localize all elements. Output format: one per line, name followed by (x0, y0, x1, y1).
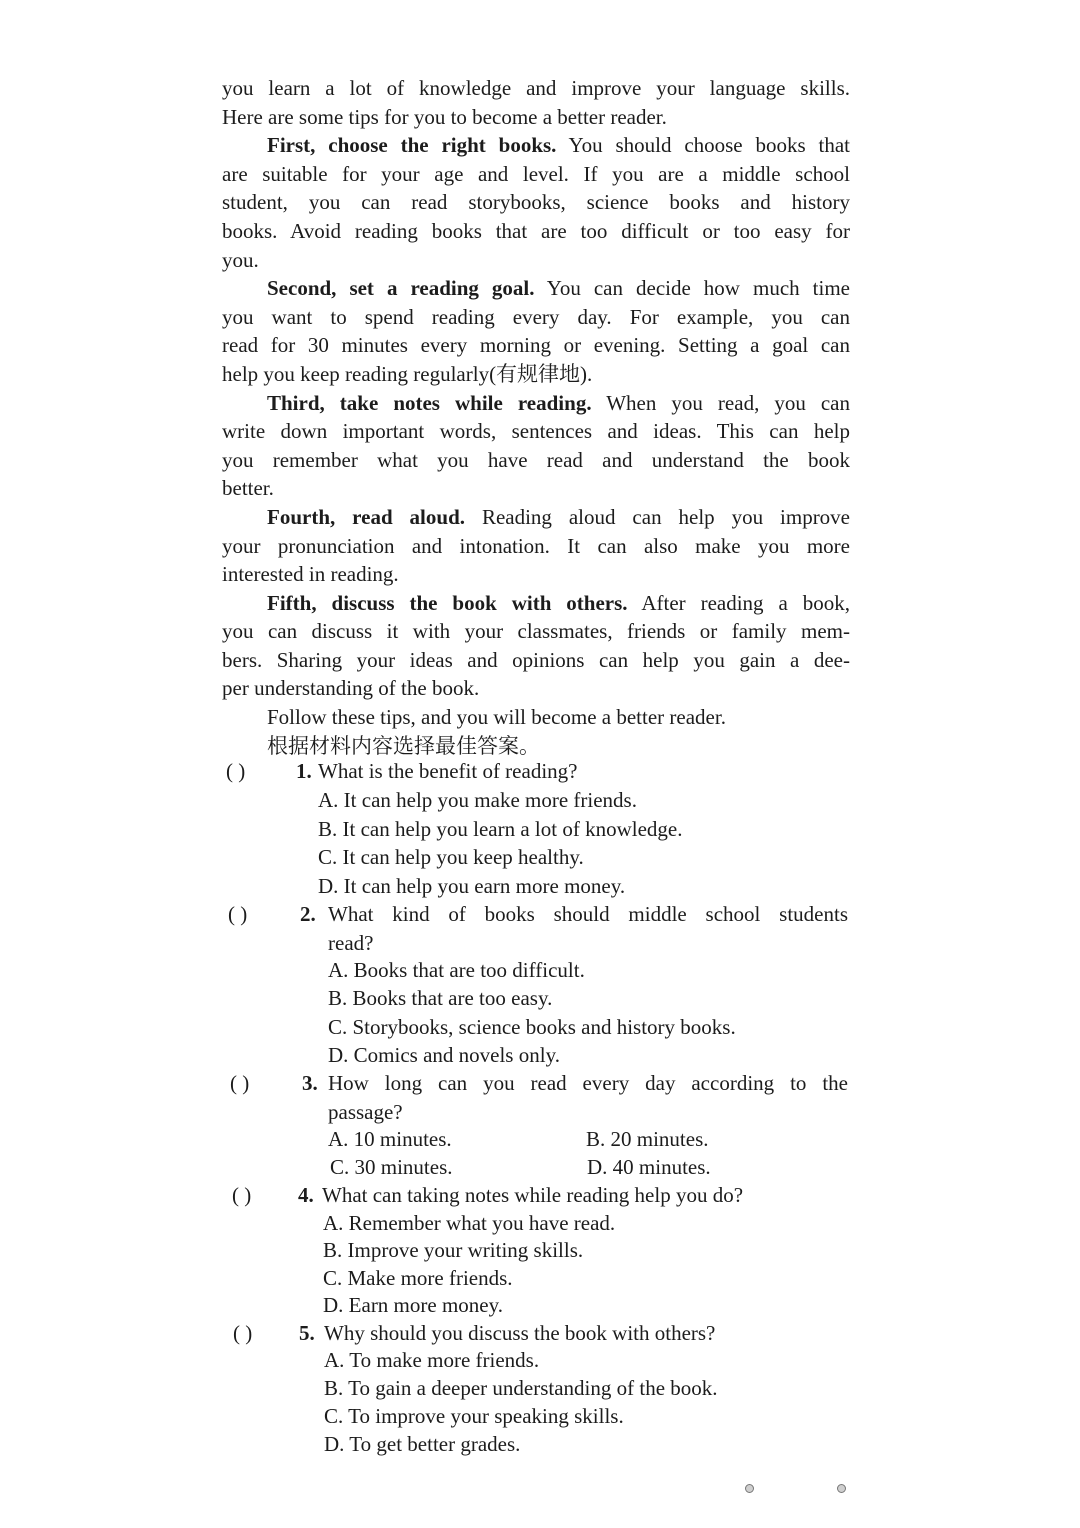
question-text-cont: passage? (328, 1100, 403, 1124)
passage-line: books. Avoid reading books that are too difficult or too easy for (222, 218, 850, 243)
question-5 (233, 1321, 833, 1349)
passage-line: Here are some tips for you to become a better reader. (222, 104, 667, 129)
passage-line: read for 30 minutes every morning or evening. Setting a goal can (222, 333, 850, 358)
reading-passage (222, 74, 850, 760)
answer-blank[interactable]: ( ) (232, 1183, 252, 1207)
question-number: 4. (298, 1183, 314, 1207)
tip-heading: Third, take notes while reading. (267, 390, 592, 415)
answer-blank[interactable]: ( ) (230, 1071, 250, 1095)
option-c: C. Make more friends. (323, 1266, 513, 1290)
passage-line: write down important words, sentences and ideas. This can help (222, 419, 850, 444)
answer-blank[interactable]: ( ) (226, 759, 246, 783)
tip-heading: First, choose the right books. (267, 133, 557, 158)
passage-line: your pronunciation and intonation. It can also make you more (222, 533, 850, 558)
option-d: D. 40 minutes. (587, 1155, 711, 1179)
option-a: A. It can help you make more friends. (318, 788, 637, 812)
binding-hole-icon (745, 1484, 754, 1493)
answer-blank[interactable]: ( ) (233, 1321, 253, 1345)
option-c: C. Storybooks, science books and history books. (328, 1015, 736, 1039)
question-text-cont: read? (328, 931, 374, 955)
answer-blank[interactable]: ( ) (228, 902, 248, 926)
option-c: C. To improve your speaking skills. (324, 1404, 624, 1428)
passage-line: you want to spend reading every day. For example, you can (222, 304, 850, 329)
tip-third: Third, take notes while reading. When you read, you can (267, 390, 850, 415)
option-d: D. To get better grades. (324, 1432, 521, 1456)
question-text: What can taking notes while reading help you do? (322, 1183, 744, 1207)
question-number: 3. (302, 1071, 318, 1095)
closing-line: Follow these tips, and you will become a better reader. (267, 705, 726, 730)
option-c: C. 30 minutes. (330, 1155, 453, 1179)
question-2 (228, 902, 850, 930)
option-a: A. Remember what you have read. (323, 1211, 616, 1235)
passage-line: student, you can read storybooks, science books and history (222, 190, 850, 215)
tip-fourth: Fourth, read aloud. Reading aloud can help you improve (267, 504, 850, 529)
option-c: C. It can help you keep healthy. (318, 845, 584, 869)
option-a: A. Books that are too difficult. (328, 958, 585, 982)
passage-line: per understanding of the book. (222, 676, 480, 701)
question-3 (230, 1071, 850, 1099)
tip-heading: Second, set a reading goal. (267, 276, 535, 301)
passage-line: help you keep reading regularly(有规律地). (222, 361, 593, 386)
instruction: 根据材料内容选择最佳答案。 (267, 733, 540, 758)
passage-line: bers. Sharing your ideas and opinions can help you gain a dee- (222, 647, 850, 672)
passage-line: you. (222, 247, 259, 272)
question-text: Why should you discuss the book with others? (324, 1321, 716, 1345)
passage-line: are suitable for your age and level. If you are a middle school (222, 161, 850, 186)
question-text: What is the benefit of reading? (318, 759, 578, 783)
tip-heading: Fifth, discuss the book with others. (267, 590, 628, 615)
question-text: How long can you read every day according to the (328, 1071, 848, 1095)
option-a: A. 10 minutes. (328, 1127, 452, 1151)
tip-heading: Fourth, read aloud. (267, 504, 465, 529)
option-d: D. Earn more money. (323, 1293, 503, 1317)
question-text: What kind of books should middle school students (328, 902, 848, 926)
tip-first: First, choose the right books. You should choose books that (267, 133, 850, 158)
option-b: B. Books that are too easy. (328, 986, 553, 1010)
passage-line: you remember what you have read and understand the book (222, 447, 850, 472)
option-b: B. It can help you learn a lot of knowledge. (318, 817, 683, 841)
question-number: 5. (299, 1321, 315, 1345)
option-b: B. To gain a deeper understanding of the book. (324, 1376, 718, 1400)
option-b: B. 20 minutes. (586, 1127, 709, 1151)
passage-line: you learn a lot of knowledge and improve your language skills. (222, 76, 850, 100)
question-1 (226, 759, 856, 787)
tip-second: Second, set a reading goal. You can decide how much time (267, 276, 850, 301)
passage-line: you can discuss it with your classmates, friends or family mem- (222, 619, 850, 644)
binding-hole-icon (837, 1484, 846, 1493)
passage-line: better. (222, 476, 274, 501)
passage-line: interested in reading. (222, 562, 399, 587)
question-number: 2. (300, 902, 316, 926)
option-a: A. To make more friends. (324, 1348, 540, 1372)
option-d: D. It can help you earn more money. (318, 874, 626, 898)
tip-fifth: Fifth, discuss the book with others. After reading a book, (267, 590, 850, 615)
question-number: 1. (296, 759, 312, 783)
option-d: D. Comics and novels only. (328, 1043, 560, 1067)
question-4 (232, 1183, 842, 1211)
option-b: B. Improve your writing skills. (323, 1238, 584, 1262)
